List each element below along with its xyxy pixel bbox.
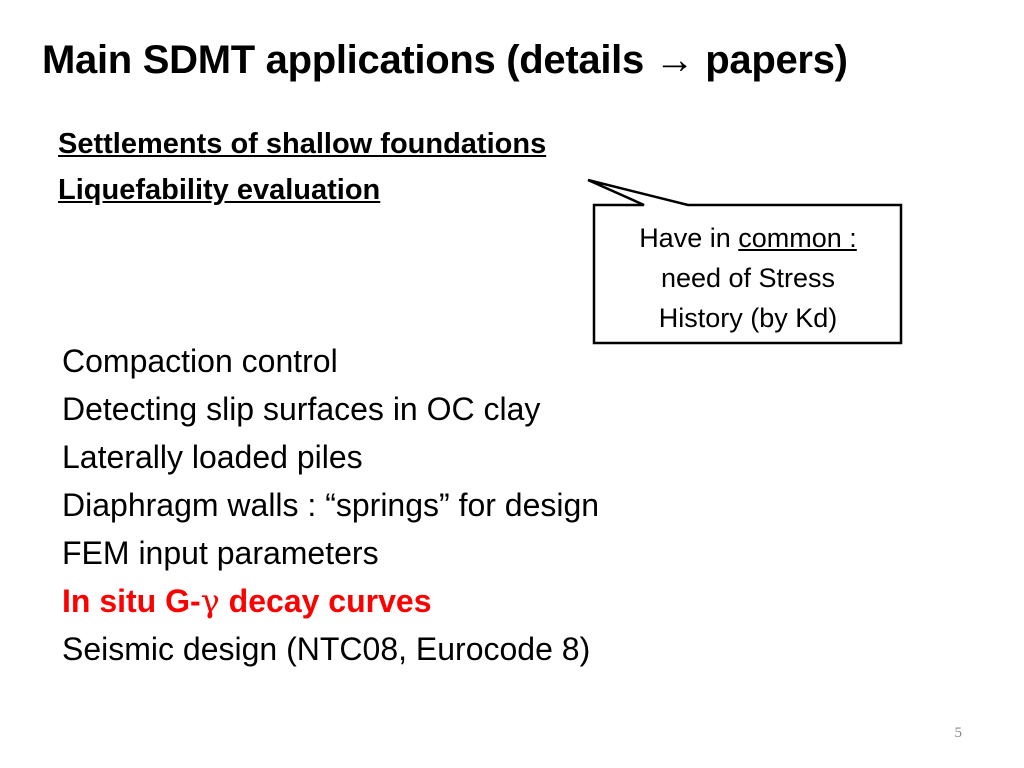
heading-settlements: Settlements of shallow foundations	[58, 128, 547, 160]
list-item: Detecting slip surfaces in OC clay	[62, 391, 541, 427]
list-item: Laterally loaded piles	[62, 439, 363, 475]
list-item: Compaction control	[62, 343, 338, 379]
list-item: Diaphragm walls : “springs” for design	[62, 487, 600, 523]
list-item-highlight	[62, 577, 599, 625]
callout-underlined: common :	[738, 223, 857, 253]
title-text-end: papers)	[705, 38, 848, 82]
list-item: Seismic design (NTC08, Eurocode 8)	[62, 631, 591, 667]
title-text: Main SDMT applications (details	[42, 38, 644, 82]
right-arrow-icon: →	[654, 38, 695, 82]
highlight-suffix: decay curves	[228, 583, 432, 619]
gamma-symbol: γ	[200, 582, 220, 620]
page-number: 5	[954, 725, 962, 741]
callout-line-1	[596, 218, 900, 258]
applications-list	[62, 337, 599, 673]
highlight-prefix: In situ G-	[62, 583, 201, 619]
heading-liquefability: Liquefability evaluation	[58, 174, 381, 206]
list-item: FEM input parameters	[62, 535, 379, 571]
callout-line-3: History (by Kd)	[658, 303, 838, 333]
callout-prefix: Have in	[639, 223, 731, 253]
callout-text	[596, 218, 900, 338]
callout-line-2: need of Stress	[660, 263, 836, 293]
